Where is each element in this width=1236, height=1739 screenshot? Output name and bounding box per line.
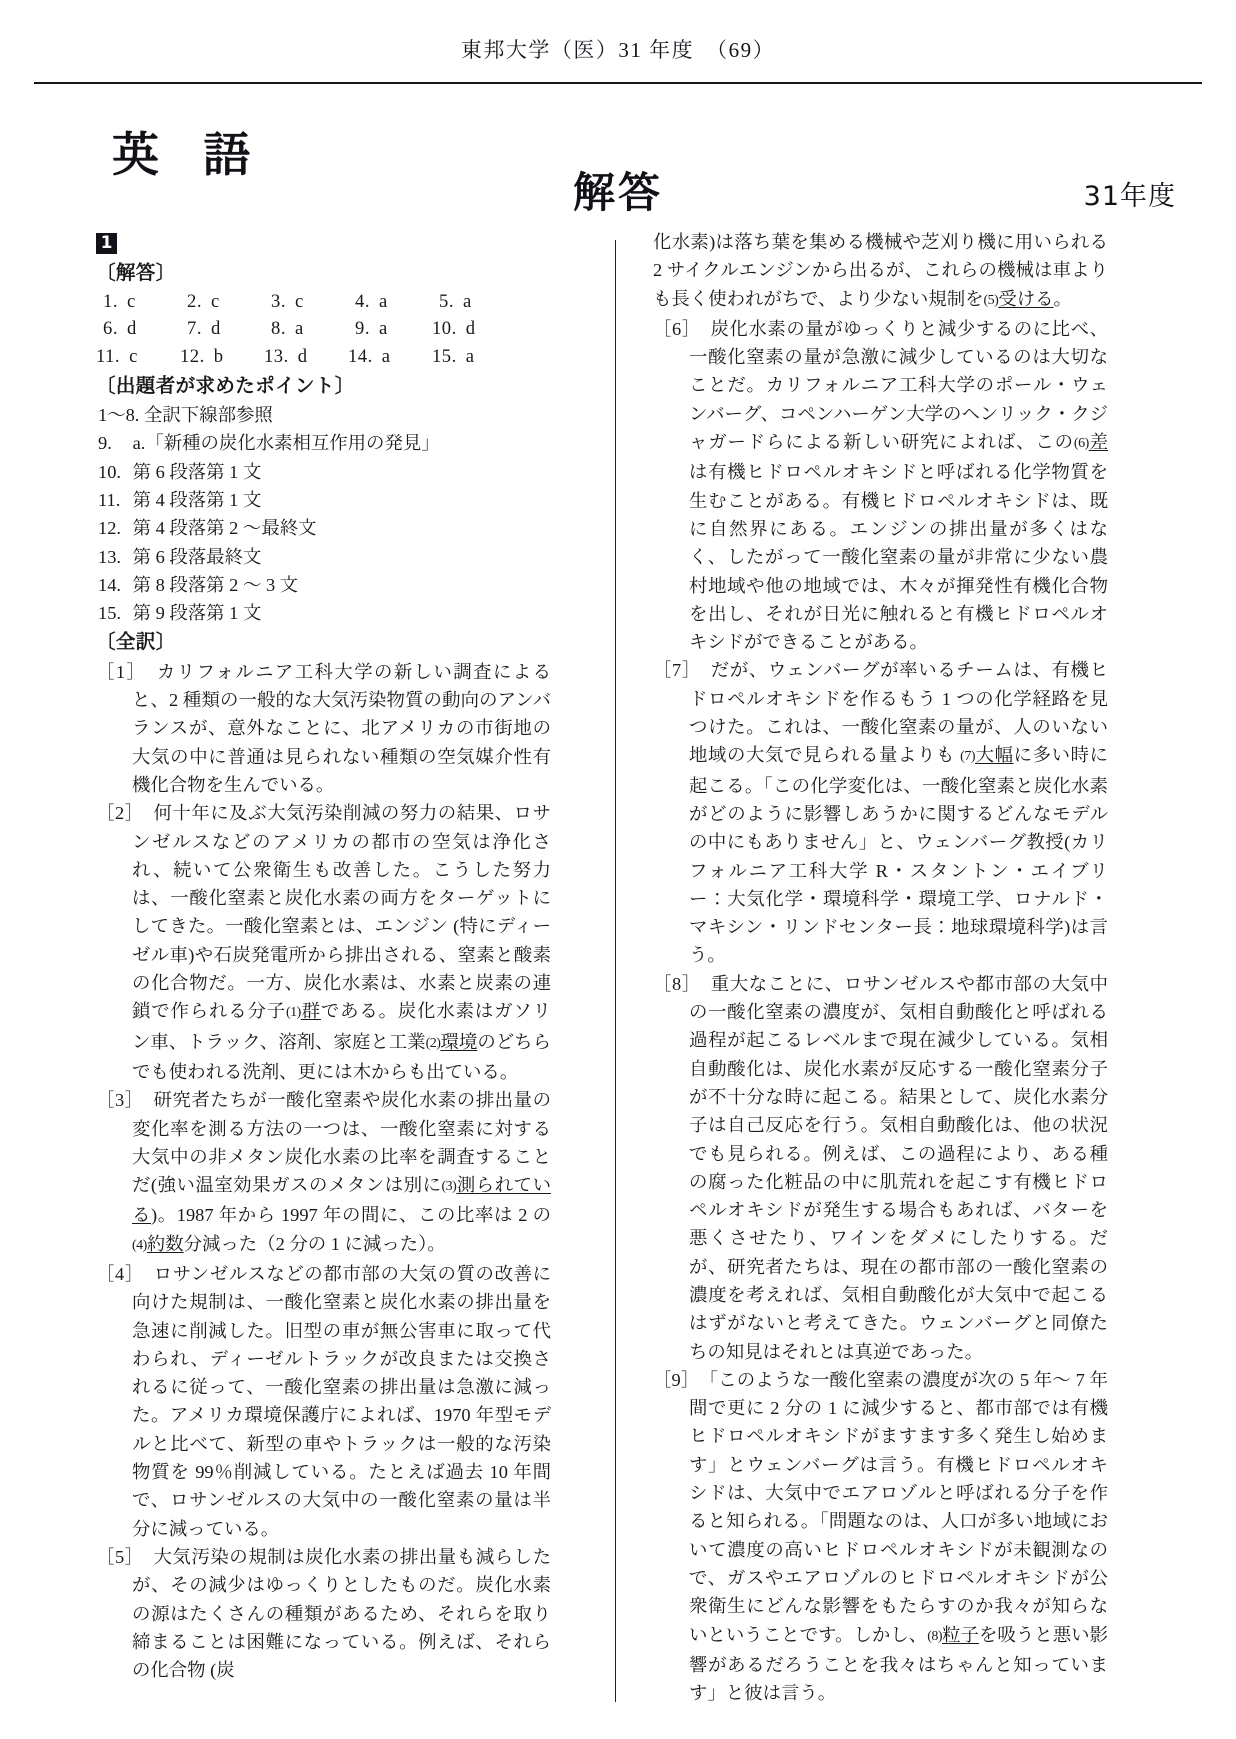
points-list: [96, 401, 551, 627]
answer-cell: 8. a: [271, 318, 304, 340]
paragraph-text: 重大なことに、ロサンゼルスや都市部の大気中の一酸化窒素の濃度が、気相自動酸化と呼ばれる過程が起こるレベルまで現在減少している。気相自動酸化は、炭化水素が反応する一酸化窒素分子が不十分な時に起こる。結果として、炭化水素分子は自己反応を行う。気相自動酸化は、他の状況でも見られる。例えば、この過程により、ある種の腐った化粧品の中に肌荒れを起こす有機ヒドロペルオキシドが発生する場合もあれば、バターを悪くさせたり、ワインをダメにしたりする。だが、研究者たちは、現在の都市部の一酸化窒素の濃度を考えれば、気相自動酸化が大気中で起こるはずがないと考えてきた。ウェンバーグと同僚たちの知見はそれとは真逆であった。: [689, 973, 1109, 1362]
translation-paragraph-8: [653, 970, 1108, 1366]
list-item: 1〜8. 全訳下線部参照: [98, 405, 273, 426]
answer-cell: 5. a: [439, 290, 472, 312]
paragraph-text: だが、ウェンバーグが率いるチームは、有機ヒドロペルオキシドを作るもう 1 つの化学経路を見つけた。これは、一酸化窒素の量が、人のいない地域の大気で見られる量よりも: [689, 660, 1108, 766]
answer-cell: 13. d: [264, 345, 308, 367]
translation-section-label: 〔全訳〕: [96, 630, 176, 654]
answer-cell: 10. d: [432, 318, 476, 340]
paragraph-text: は有機ヒドロペルオキシドと呼ばれる化学物質を生むことがある。有機ヒドロペルオキシドは、既に自然界にある。エンジンの排出量が多くはなく、したがって一酸化窒素の量が非常に少ない農村地域や他の地域では、木々が揮発性有機化合物を出し、それが日光に触れると有機ヒドロペルオキシドができることがある。: [689, 462, 1108, 653]
translation-paragraph-5-continued: [653, 228, 1108, 315]
paragraph-text: 研究者たちが一酸化窒素や炭化水素の排出量の変化率を測る方法の一つは、一酸化窒素に対する大気中の非メタン炭化水素の比率を調査することだ(強い温室効果ガスのメタンは別に: [132, 1090, 551, 1196]
reference-number: (4): [132, 1237, 147, 1253]
paragraph-marker: ［5］: [96, 1546, 135, 1567]
translation-paragraph-3: [96, 1086, 551, 1260]
paragraph-text: のどちらでも使われる洗剤、更には木からも出ている。: [132, 1031, 551, 1082]
paragraph-marker: ［9］: [653, 1369, 691, 1390]
underlined-reference: 群: [300, 1001, 321, 1022]
reference-number: (3): [441, 1179, 457, 1195]
answer-cell: 11. c: [96, 345, 138, 367]
underlined-reference: 約数: [146, 1233, 184, 1254]
answers-section-label: 〔解答〕: [96, 261, 176, 284]
paragraph-text: である。炭化水素はガソリン車、トラック、溶剤、家庭と工業: [132, 1001, 551, 1052]
left-column: [96, 228, 551, 1708]
translation-paragraph-6: [653, 315, 1108, 657]
answer-cell: 9. a: [355, 318, 388, 340]
paragraph-marker: ［7］: [653, 660, 692, 681]
answer-cell: 2. c: [187, 290, 220, 312]
translation-paragraph-7: [653, 656, 1108, 969]
reference-number: (8): [927, 1628, 943, 1644]
paragraph-text: )。1987 年から 1997 年の間に、この比率は 2 の: [151, 1205, 551, 1226]
list-item: 15. 第 9 段落第 1 文: [98, 603, 262, 624]
paragraph-text: 何十年に及ぶ大気汚染削減の努力の結果、ロサンゼルスなどのアメリカの都市の空気は浄化され、続いて公衆衛生も改善した。こうした努力は、一酸化窒素と炭化水素の両方をターゲットにしてきた。一酸化窒素とは、エンジン (特にディーゼル車)や石炭発電所から排出される、窒素と酸素の化合物だ。一方、炭化水素は、水素と炭素の連鎖で作られる分子: [132, 803, 551, 1022]
paragraph-marker: ［8］: [653, 973, 692, 994]
right-column: [653, 228, 1108, 1708]
paragraph-marker: ［1］: [96, 661, 138, 682]
reference-number: (7): [960, 749, 975, 765]
translation-paragraph-4: [96, 1260, 551, 1543]
paragraph-marker: ［2］: [96, 803, 135, 824]
answer-cell: 12. b: [180, 345, 224, 367]
paragraph-text: ロサンゼルスなどの都市部の大気の質の改善に向けた規制は、一酸化窒素と炭化水素の排出量を急速に削減した。旧型の車が無公害車に取って代わられ、ディーゼルトラックが改良または交換されるに従って、一酸化窒素の排出量は急激に減った。アメリカ環境保護庁によれば、1970 年型モデルと比べて、新型の車やトラックは一般的な汚染物質を 99％削減している。たとえば過去 10 年間で、ロサンゼルスの大気中の一酸化窒素の量は半分に減っている。: [132, 1264, 552, 1539]
paragraph-text: 大気汚染の規制は炭化水素の排出量も減らしたが、その減少はゆっくりとしたものだ。炭化水素の源はたくさんの種類があるため、それらを取り締まることは困難になっている。例えば、それらの化合物 (炭: [132, 1546, 551, 1681]
points-section-label: 〔出題者が求めたポイント〕: [96, 373, 355, 397]
list-item: 11. 第 4 段落第 1 文: [98, 489, 262, 510]
paragraph-text: 「このような一酸化窒素の濃度が次の 5 年〜 7 年間で更に 2 分の 1 に減少すると、都市部では有機ヒドロペルオキシドがますます多く発生し始めます」とウェンバーグは言う。有機ヒドロペルオキシドは、大気中でエアロゾルと呼ばれる分子を作ると知られる。「問題なのは、人口が多い地域において濃度の高いヒドロペルオキシドが未観測なので、ガスやエアロゾルのヒドロペルオキシドが公衆衛生にどんな影響をもたらすのか我々が知らないということです。しかし、: [689, 1369, 1108, 1645]
answer-cell: 3. c: [271, 290, 304, 312]
answer-cell: 6. d: [103, 318, 137, 340]
answer-cell: 4. a: [355, 290, 388, 312]
paragraph-text: 炭化水素の量がゆっくりと減少するのに比べ、一酸化窒素の量が急激に減少しているのは大切なことだ。カリフォルニア工科大学のポール・ウェンバーグ、コペンハーゲン大学のヘンリック・クジャガードらによる新しい研究によれば、この: [689, 318, 1108, 453]
translation-paragraph-9: [653, 1366, 1108, 1708]
document-year-label: 31年度: [1083, 181, 1176, 212]
paragraph-marker: ［4］: [96, 1264, 135, 1284]
answer-cell: 1. c: [103, 290, 136, 312]
answer-row: [96, 316, 551, 344]
answer-cell: 7. d: [187, 318, 221, 340]
underlined-reference: 粒子: [942, 1624, 979, 1645]
translation-paragraph-2: [96, 799, 551, 1086]
paragraph-text: 。: [1053, 288, 1072, 309]
answer-row: [96, 288, 551, 316]
running-head: 東邦大学（医）31 年度 （69）: [460, 38, 776, 62]
paragraph-text: 分減った（2 分の 1 に減った）。: [183, 1233, 446, 1254]
reference-number: (2): [425, 1035, 441, 1051]
page-title: 英 語: [112, 128, 265, 183]
column-divider: [615, 240, 616, 1702]
two-column-body: [96, 228, 1108, 1708]
translation-paragraph-5: [96, 1543, 551, 1684]
answer-cell: 14. a: [348, 345, 391, 367]
title-band: [34, 108, 1202, 218]
answer-grid: [96, 288, 551, 371]
question-number-badge: 1: [96, 233, 117, 254]
paragraph-text: カリフォルニア工科大学の新しい調査によると、2 種類の一般的な大気汚染物質の動向のアンバランスが、意外なことに、北アメリカの市街地の大気の中に普通は見られない種類の空気媒介性有機化合物を生んでいる。: [132, 661, 551, 795]
answer-cell: 15. a: [432, 345, 475, 367]
list-item: 9. a.「新種の炭化水素相互作用の発見」: [98, 433, 440, 454]
underlined-reference: 受ける: [998, 288, 1054, 309]
list-item: 10. 第 6 段落第 1 文: [98, 461, 262, 482]
underlined-reference: 環境: [440, 1031, 478, 1052]
reference-number: (6): [1073, 436, 1089, 452]
translation-paragraph-1: [96, 658, 551, 799]
document-kind-label: 解答: [572, 168, 664, 217]
list-item: 13. 第 6 段落最終文: [98, 546, 262, 567]
list-item: 12. 第 4 段落第 2 〜最終文: [98, 518, 317, 539]
header-rule: [34, 82, 1202, 84]
reference-number: (5): [983, 292, 999, 308]
paragraph-text: を吸うと悪い影響があるだろうことを我々はちゃんと知っています」と彼は言う。: [689, 1624, 1108, 1704]
underlined-reference: 差: [1088, 432, 1108, 453]
paragraph-text: 化水素)は落ち葉を集める機械や芝刈り機に用いられる 2 サイクルエンジンから出るが、これらの機械は車よりも長く使われがちで、より少ない規制を: [653, 232, 1108, 309]
underlined-reference: 大幅: [974, 745, 1014, 766]
list-item: 14. 第 8 段落第 2 〜 3 文: [98, 574, 299, 595]
underlined-reference: 測られている: [132, 1175, 551, 1226]
answer-row: [96, 343, 551, 371]
paragraph-text: に多い時に起こる。「この化学変化は、一酸化窒素と炭化水素がどのように影響しあうかに関するどんなモデルの中にもありません」と、ウェンバーグ教授(カリフォルニア工科大学 R・スタントン・エイブリー：大気化学・環境科学・環境工学、ロナルド・マキシン・リンドセンター長：地球環境科学)は言う。: [689, 745, 1108, 966]
paragraph-marker: ［6］: [653, 318, 692, 339]
reference-number: (1): [285, 1005, 301, 1021]
paragraph-marker: ［3］: [96, 1090, 135, 1111]
